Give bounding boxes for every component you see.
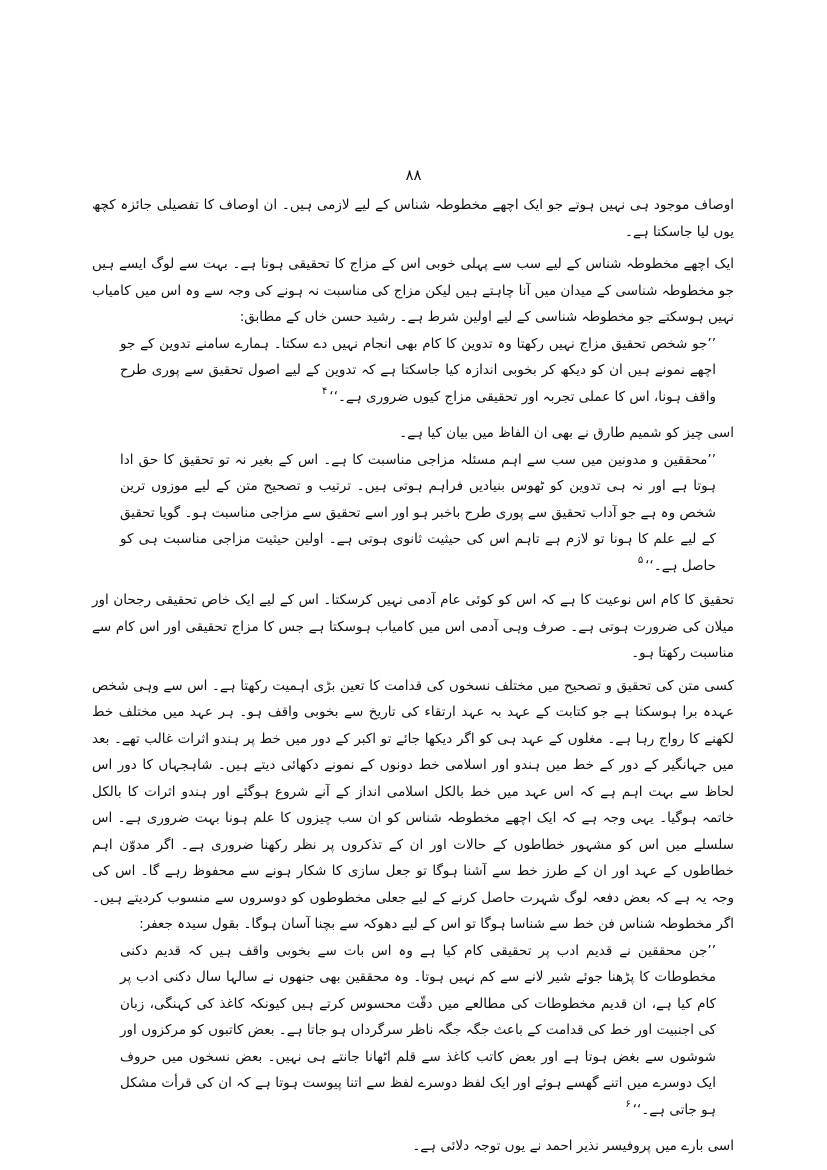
paragraph-1: اوصاف موجود ہی نہیں ہوتے جو ایک اچھے مخطوطہ شناس کے لیے لازمی ہیں۔ ان اوصاف کا تفصیلی جائزہ کچھ یوں لیا جاسکتا ہے۔ [92,197,734,240]
paragraph-2: ایک اچھے مخطوطہ شناس کے لیے سب سے پہلی خوبی اس کے مزاج کا تحقیقی ہونا ہے۔ بہت سے لوگ ایسے ہیں جو مخطوطہ شناسی کے میدان میں آنا چاہتے ہیں لیکن مزاج کی مناسبت نہ ہونے کی وجہ سے وہ اس میں کامیاب نہیں ہوسکتے جو مخطوطہ شناسی کے لیے اولین شرط ہے۔ رشید حسن خاں کے مطابق: [92,256,734,325]
quote-2-body: ’’محققین و مدونین میں سب سے اہم مسئلہ مزاجی مناسبت کا ہے۔ اس کے بغیر نہ تو تحقیق کا حق ادا ہوتا ہے اور نہ ہی تدوین کو ٹھوس بنیادیں فراہم ہوتی ہیں۔ ترتیب و تصحیح متن کے لیے موزوں ترین شخص وہ ہے جو آداب تحقیق سے پوری طرح باخبر ہو اور اسے تحقیق سے مزاجی مناسبت ہو۔ گویا تحقیق کے لیے علم کا ہونا تو لازم ہے تاہم اس کی حیثیت ثانوی ہوتی ہے۔ اولین حیثیت مزاجی مناسبت ہی کو حاصل ہے۔‘‘ [120,451,716,574]
block-quote-2 [92,447,734,582]
footnote-ref-5: ۵ [637,554,644,566]
block-quote-3 [92,938,734,1126]
quote-2-intro: اسی چیز کو شمیم طارق نے بھی ان الفاظ میں بیان کیا ہے۔ [399,425,734,441]
closing-line: اسی بارے میں پروفیسر نذیر احمد نے یوں توجہ دلائی ہے۔ [412,1138,734,1154]
quote-2-text [120,447,716,582]
page-number: ۸۸ [405,166,422,184]
page-body [92,192,734,1160]
quote-1-body: ’’جو شخص تحقیق مزاج نہیں رکھتا وہ تدوین کا کام بھی انجام نہیں دے سکتا۔ ہمارے سامنے تدوین کے جو اچھے نمونے ہیں ان کو دیکھ کر بخوبی اندازہ کیا جاسکتا ہے کہ تدوین کے لیے اصول تحقیق سے پوری طرح واقف ہونا، اس کا عملی تجربہ اور تحقیقی مزاج کیوں ضروری ہے۔‘‘ [120,335,716,405]
paragraph-4: کسی متن کی تحقیق و تصحیح میں مختلف نسخوں کی قدامت کا تعین بڑی اہمیت رکھتا ہے۔ اس سے وہی شخص عہدہ برا ہوسکتا ہے جو کتابت کے عہد بہ عہد ارتقاء کی تاریخ سے بخوبی واقف ہو۔ ہر عہد میں مختلف خط لکھنے کا رواج رہا ہے۔ مغلوں کے عہد ہی کو اگر دیکھا جائے تو اکبر کے دور میں خط پر ہندو اثرات غالب تھے۔ بعد میں جہانگیر کے دور کے خط میں ہندو اور اسلامی خط دونوں کے نمونے دکھائی دیتے ہیں۔ شاہجہاں کا دور اس لحاظ سے بہت اہم ہے کہ اس عہد میں خط بالکل اسلامی انداز کے آنے شروع ہوگئے اور ہندو اثرات کا بالکل خاتمہ ہوگیا۔ یہی وجہ ہے کہ ایک اچھے مخطوطہ شناس کو ان سب چیزوں کا علم ہونا بہت ضروری ہے۔ اس سلسلے میں اس کو مشہور خطاطوں کے حالات اور ان کے تذکروں پر نظر رکھنا ضروری ہے۔ اگر مدوّن اہم خطاطوں کے عہد اور ان کے طرز خط سے آشنا ہوگا تو جعل سازی کا شکار ہونے سے محفوظ رہے گا۔ اس کی وجہ یہ ہے کہ بعض دفعہ لوگ شہرت حاصل کرنے کے لیے جعلی مخطوطوں کو دوسروں سے منسوب کردیتے ہیں۔ اگر مخطوطہ شناس فن خط سے شناسا ہوگا تو اس کے لیے دھوکہ سے بچنا آسان ہوگا۔ بقول سیدہ جعفر: [92,677,734,932]
paragraph-3: تحقیق کا کام اس نوعیت کا ہے کہ اس کو کوئی عام آدمی نہیں کرسکتا۔ اس کے لیے ایک خاص تحقیقی رجحان اور میلان کی ضرورت ہوتی ہے۔ صرف وہی آدمی اس میں کامیاب ہوسکتا ہے جس کا مزاج تحقیقی اور اس کام سے مناسبت رکھتا ہو۔ [92,592,734,661]
quote-3-body: ’’جن محققین نے قدیم ادب پر تحقیقی کام کیا ہے وہ اس بات سے بخوبی واقف ہیں کہ قدیم دکنی مخطوطات کا پڑھنا جوئے شیر لانے سے کم نہیں ہوتا۔ وہ محققین بھی جنھوں نے سالہا سال دکنی ادب پر کام کیا ہے، ان قدیم مخطوطات کی مطالعے میں دقّت محسوس کرتے ہیں کیونکہ کاغذ کی کہنگی، زبان کی اجنبیت اور خط کی قدامت کے باعث جگہ جگہ ناظر سرگرداں ہو جاتا ہے۔ بعض کاتبوں کو مرکزوں اور شوشوں سے بغض ہوتا ہے اور بعض کاتب کاغذ سے قلم اٹھانا جانتے ہی نہیں۔ بعض نسخوں میں حروف ایک دوسرے میں اتنے گھسے ہوئے اور ایک لفظ دوسرے لفظ سے اتنا پیوست ہوتا ہے کہ ان کی قرأت مشکل ہو جاتی ہے۔‘‘ [120,942,716,1118]
footnote-ref-6: ۶ [625,1098,631,1110]
quote-1-text [120,331,716,413]
quote-3-text [120,938,716,1126]
block-quote-1 [92,331,734,413]
footnote-ref-4: ۴ [322,385,328,397]
